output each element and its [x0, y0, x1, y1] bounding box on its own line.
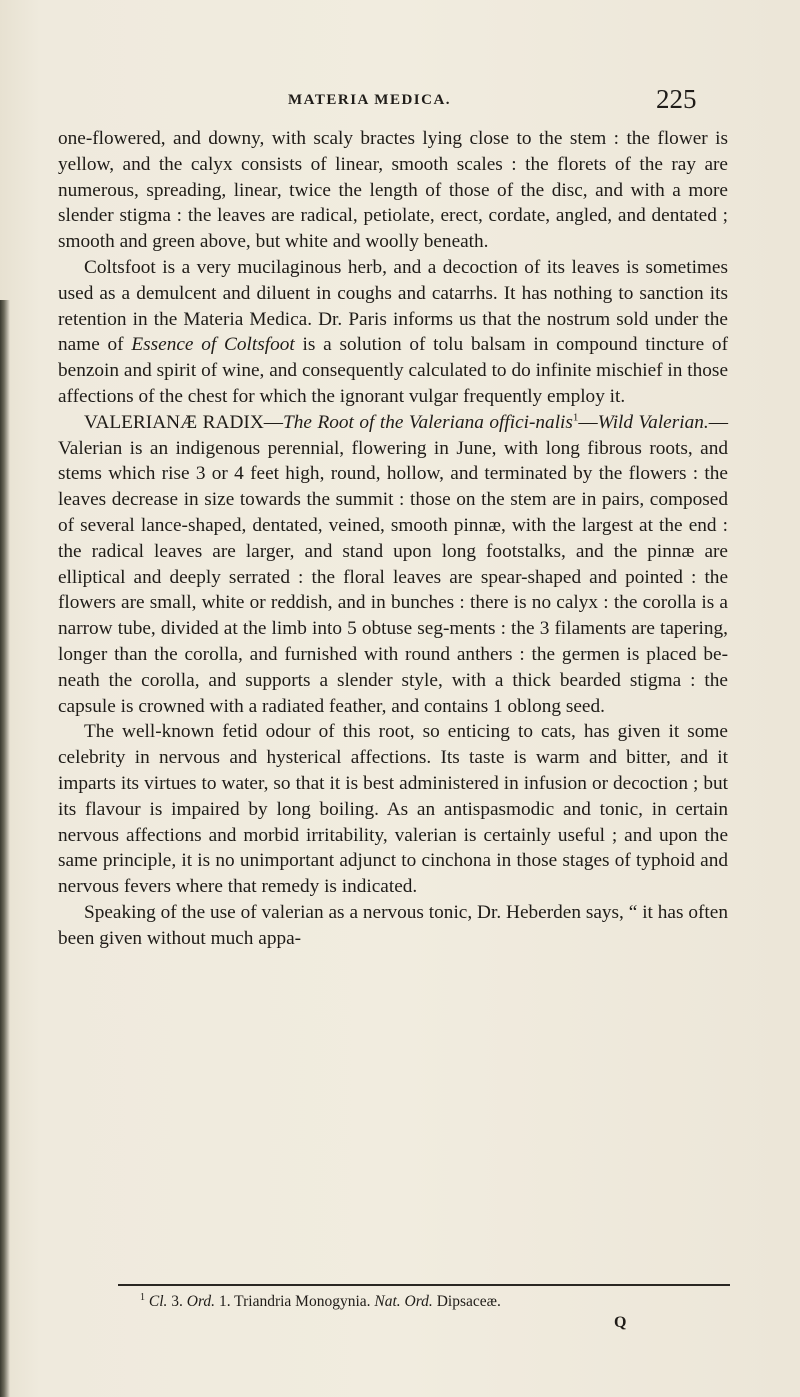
- footnote-marker: 1: [140, 1292, 145, 1303]
- footnote-text: Dipsaceæ.: [432, 1293, 501, 1311]
- paragraph-coltsfoot-uses: [58, 255, 728, 410]
- footnote-text: 1.: [215, 1293, 235, 1311]
- paragraph-valerian-properties: The well-known fetid odour of this root, so enticing to cats, has given it some celebrity in nervous and hysterical affections. Its taste is warm and bitter, and it imparts its virtues to water, so that it is best administered in infusion or decoction ; but its flavour is impaired by long boiling. As an antispasmodic and tonic, in certain nervous affections and morbid irritability, valerian is certainly useful ; and upon the same principle, it is no unimportant adjunct to cinchona in those stages of typhoid and nervous fevers where that remedy is indicated.: [58, 721, 728, 898]
- paragraph-heberden-quote: Speaking of the use of valerian as a nervous tonic, Dr. Heberden says, “ it has often been given without much appa-: [58, 901, 728, 949]
- footnote-reference: 1: [572, 411, 579, 424]
- dash: —: [578, 411, 598, 433]
- footnote-text: Triandria Monogynia.: [234, 1293, 375, 1311]
- footnote-rule: [118, 1284, 730, 1286]
- paragraph-valerian-entry: [58, 410, 728, 720]
- page-header: [0, 84, 800, 118]
- page-number: 225: [656, 84, 697, 114]
- footnote-italic: Ord.: [186, 1293, 216, 1311]
- italic-term: Wild Valerian.: [597, 411, 709, 433]
- paragraph-text: is a solution of tolu balsam in compound tincture of benzoin and spirit of wine, and consequently calculated to do infinite mischief in those affections of the chest for which the ignorant vulgar frequently employ it.: [58, 334, 728, 407]
- paragraph-text: —Valerian is an indigenous perennial, flowering in June, with long fibrous roots, and stems which rise 3 or 4 feet high, round, hollow, and terminated by the flowers : the leaves decrease in size towards the summit : those on the stem are in pairs, composed of several lance-shaped, dentated, veined, smooth pinnæ, with the largest at the end : the radical leaves are larger, and stand upon long footstalks, and the pinnæ are elliptical and deeply serrated : the floral leaves are spear-shaped and pointed : the flowers are small, white or reddish, and in bunches : there is no calyx : the corolla is a narrow tube, divided at the limb into 5 obtuse seg-ments : the 3 filaments are tapering, longer than the corolla, and furnished with round anthers : the germen is placed be-neath the corolla, and supports a slender style, with a thick bearded stigma : the capsule is crowned with a radiated feather, and contains 1 oblong seed.: [58, 411, 728, 717]
- signature-mark: Q: [614, 1314, 627, 1331]
- paragraph-text: Coltsfoot is a very mucilaginous herb, and a decoction of its leaves is sometimes used as a demulcent and diluent in coughs and catarrhs. It has nothing to sanction its retention in the Materia Medica. Dr. Paris informs us that the nostrum sold under the name of: [58, 256, 728, 356]
- footnote-italic: Cl.: [148, 1293, 168, 1311]
- running-title: MATERIA MEDICA.: [288, 92, 452, 108]
- footnote-text: 3.: [167, 1293, 187, 1311]
- entry-heading: VALERIANÆ RADIX—: [84, 411, 284, 433]
- spine-shadow: [0, 300, 10, 1397]
- italic-term: The Root of the Valeriana offici-nalis: [283, 411, 573, 433]
- footnote-italic: Nat. Ord.: [374, 1293, 433, 1311]
- italic-term: Essence of Coltsfoot: [131, 334, 295, 356]
- body-text: [58, 126, 728, 952]
- paragraph-coltsfoot-description: one-flowered, and downy, with scaly bractes lying close to the stem : the flower is yellow, and the calyx consists of linear, smooth scales : the florets of the ray are numerous, spreading, linear, twice the length of those of the disc, and with a more slender stigma : the leaves are radical, petiolate, erect, cordate, angled, and dentated ; smooth and green above, but white and woolly beneath.: [58, 128, 728, 253]
- footnote: [140, 1292, 740, 1311]
